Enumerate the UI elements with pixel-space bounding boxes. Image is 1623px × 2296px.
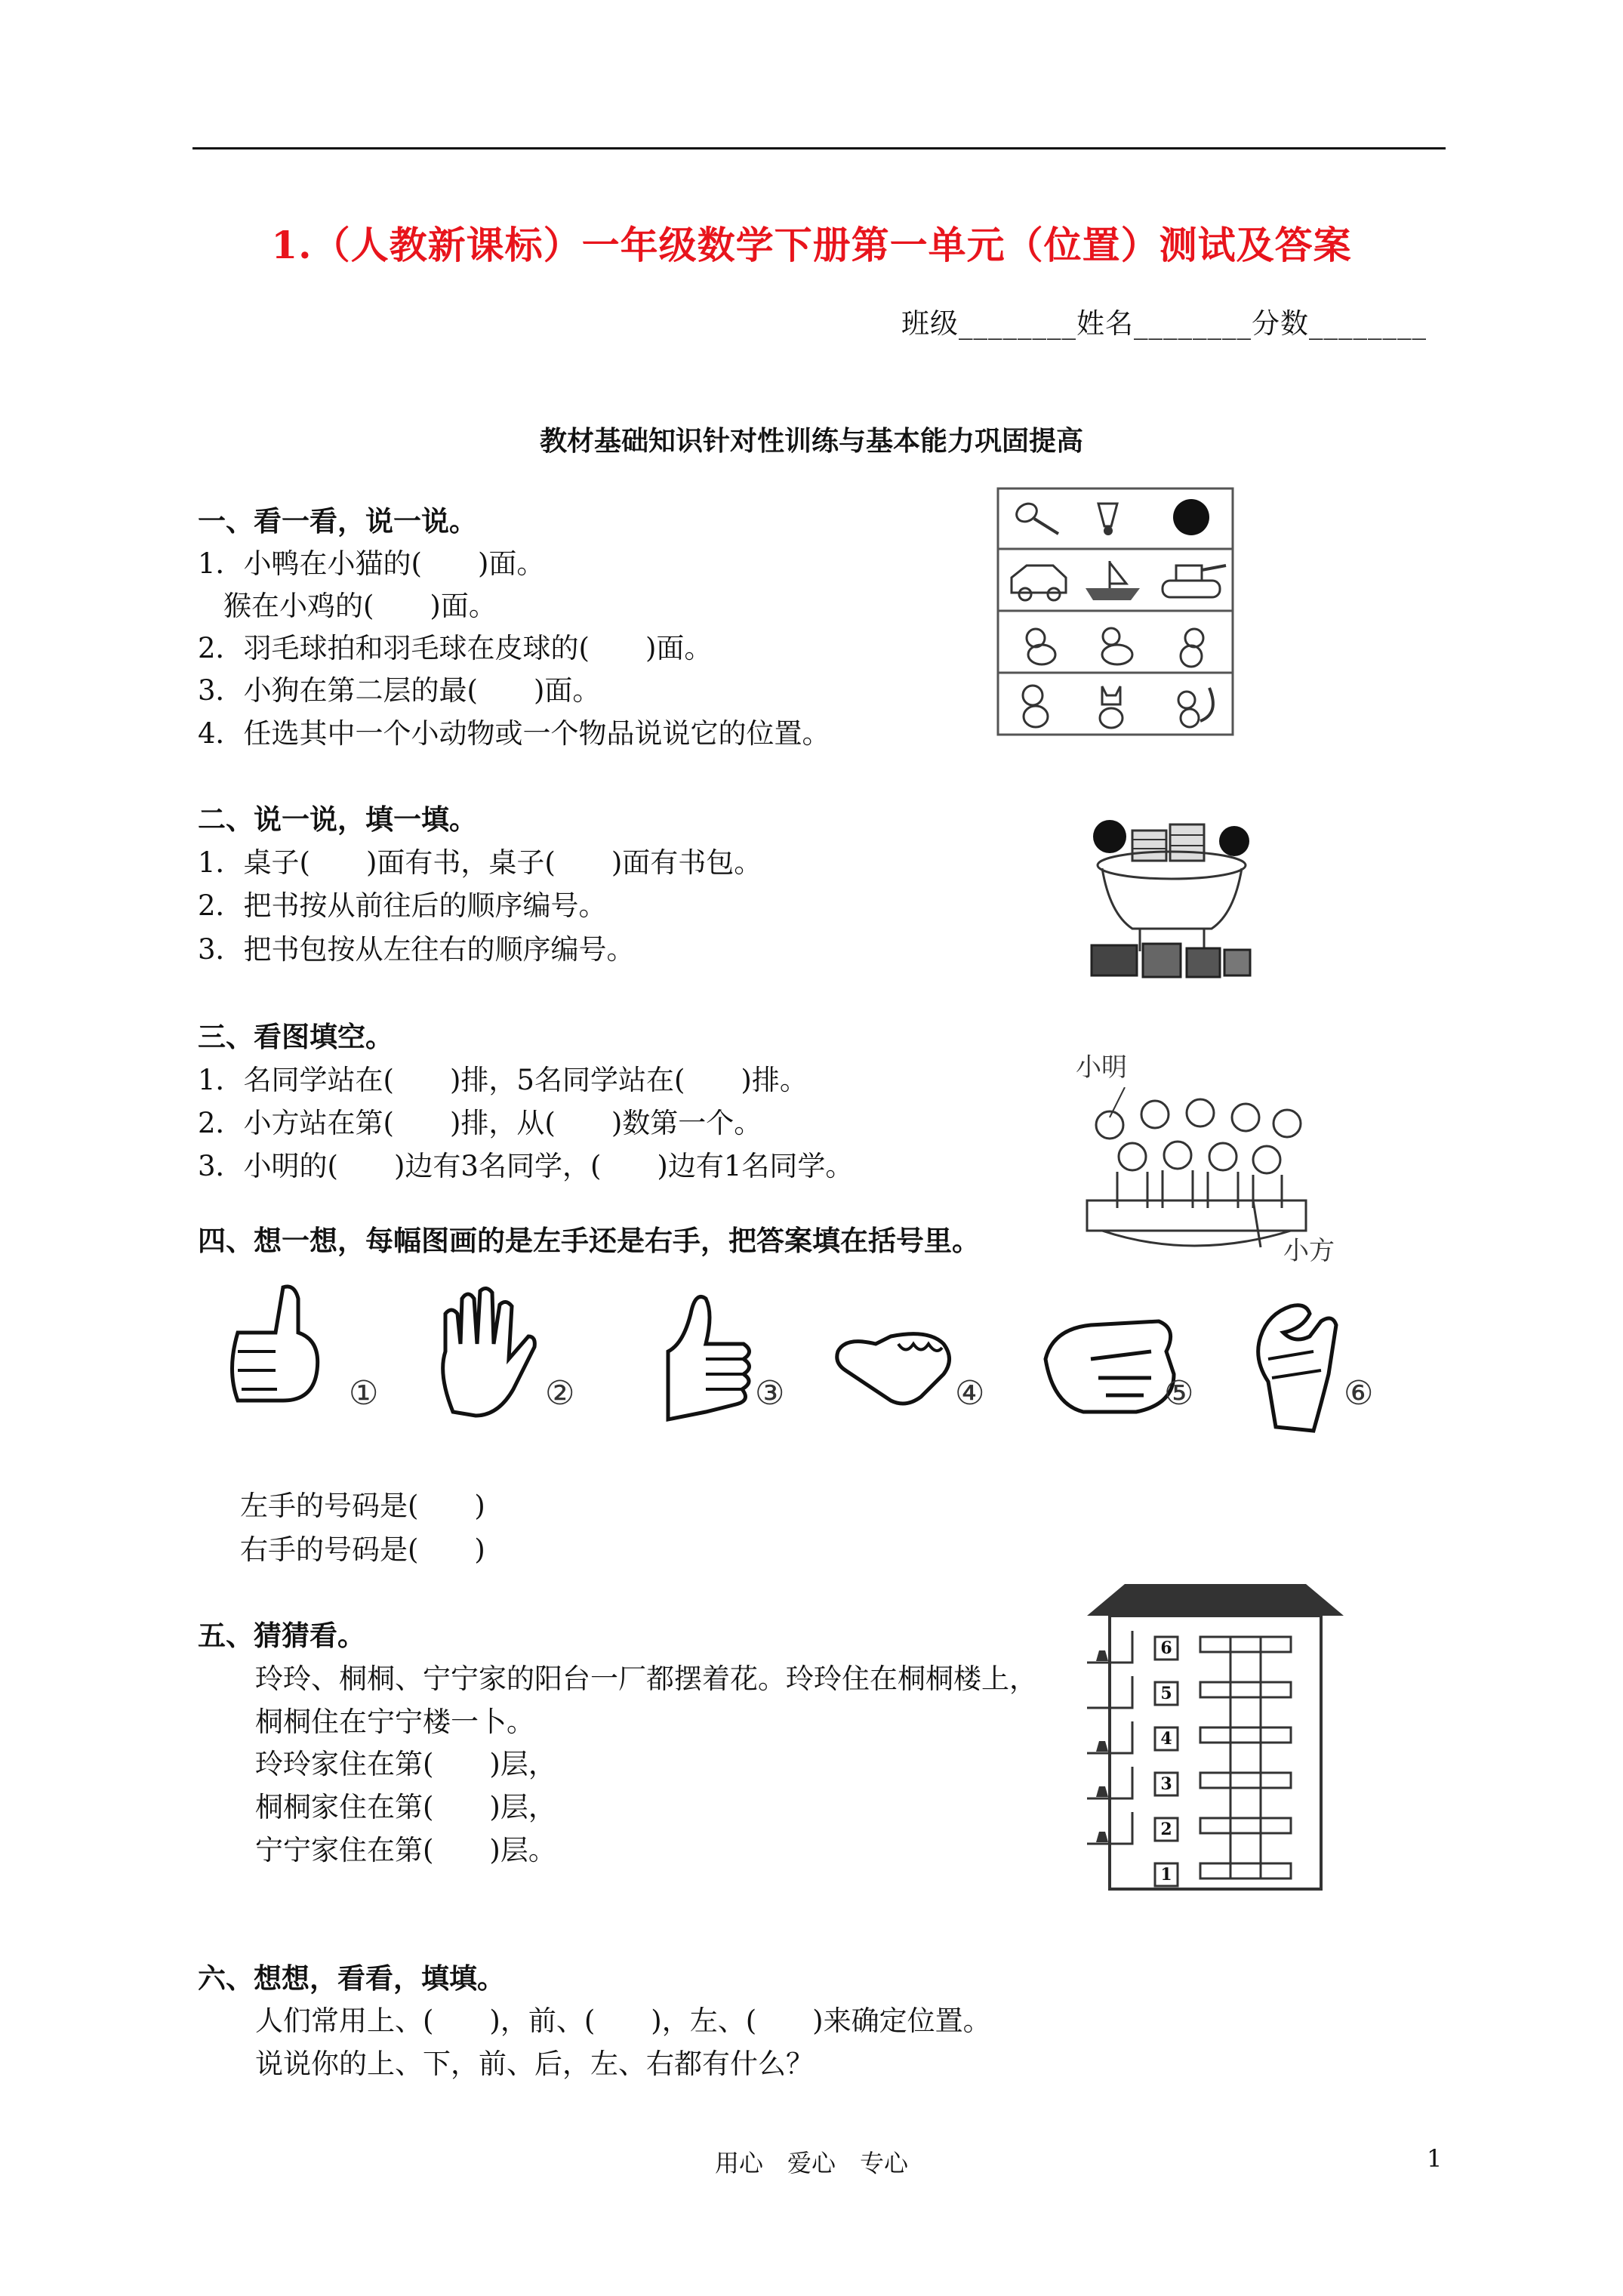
section2-heading: 二、说一说，填一填。 <box>198 803 477 836</box>
floor-4-number: 4 <box>1160 1729 1172 1749</box>
tank-icon <box>1163 566 1226 597</box>
hand-label-4: ④ <box>955 1374 985 1413</box>
table-books-picture <box>1087 815 1257 989</box>
squirrel-icon <box>1178 688 1213 727</box>
hand-label-5: ⑤ <box>1164 1374 1194 1413</box>
floor-2-number: 2 <box>1160 1820 1172 1839</box>
hand-2-icon <box>430 1284 544 1427</box>
right-hand-answer: 右手的号码是( ) <box>240 1533 485 1566</box>
monkey-icon <box>1023 686 1048 727</box>
label-xiaofang: 小方 <box>1283 1236 1335 1266</box>
section1-line-2: 猴在小鸡的( )面。 <box>223 590 497 622</box>
section3-line-1: 1．名同学站在( )排，5名同学站在( )排。 <box>198 1064 808 1096</box>
section5-line-5: 宁宁家住在第( )层。 <box>255 1834 556 1866</box>
section3-line-2: 2．小方站在第( )排，从( )数第一个。 <box>198 1107 762 1139</box>
chicken-icon <box>1027 629 1055 664</box>
car-icon <box>1012 566 1066 600</box>
boat-icon <box>1086 561 1140 600</box>
racket-icon <box>1013 500 1058 534</box>
page-title: 1.（人教新课标）一年级数学下册第一单元（位置）测试及答案 <box>271 223 1352 267</box>
section2-line-2: 2．把书按从前往后的顺序编号。 <box>198 889 607 922</box>
left-hand-answer: 左手的号码是( ) <box>240 1490 485 1522</box>
students-group <box>1087 1099 1306 1247</box>
cat-icon <box>1100 686 1123 728</box>
section3-line-3: 3．小明的( )边有3名同学，( )边有1名同学。 <box>198 1150 854 1182</box>
hand-label-3: ③ <box>755 1374 785 1413</box>
floor-1-number: 1 <box>1160 1865 1172 1885</box>
shuttlecock-icon <box>1098 504 1117 535</box>
flower-pot-icon <box>1096 1650 1108 1842</box>
section1-line-5: 4．任选其中一个小动物或一个物品说说它的位置。 <box>198 717 830 750</box>
hand-3-icon <box>645 1284 759 1427</box>
books-icon <box>1132 824 1204 861</box>
building-picture <box>1079 1578 1351 1895</box>
section6-line-2: 说说你的上、下，前、后，左、右都有什么？ <box>255 2048 814 2080</box>
page-footer: 用心 爱心 专心 <box>714 2149 908 2177</box>
section2-line-3: 3．把书包按从左往右的顺序编号。 <box>198 933 635 966</box>
section1-line-3: 2．羽毛球拍和羽毛球在皮球的( )面。 <box>198 632 713 664</box>
floor-5-number: 5 <box>1160 1684 1172 1703</box>
hand-4-icon <box>830 1314 966 1419</box>
position-grid-picture <box>996 487 1234 736</box>
top-rule <box>192 147 1446 149</box>
section1-line-4: 3．小狗在第二层的最( )面。 <box>198 674 601 707</box>
section4-heading: 四、想一想，每幅图画的是左手还是右手，把答案填在括号里。 <box>198 1224 980 1257</box>
hand-label-1: ① <box>349 1374 379 1413</box>
page-number: 1 <box>1427 2144 1443 2173</box>
ball-icon <box>1219 826 1249 856</box>
section2-line-1: 1．桌子( )面有书，桌子( )面有书包。 <box>198 846 762 879</box>
students-picture <box>1079 1087 1313 1253</box>
section5-heading: 五、猜猜看。 <box>198 1619 365 1652</box>
ball-icon <box>1093 820 1126 853</box>
subtitle: 教材基础知识针对性训练与基本能力巩固提高 <box>539 425 1083 457</box>
section1-line-1: 1．小鸭在小猫的( )面。 <box>198 547 545 580</box>
bird-icon <box>1181 629 1203 667</box>
floor-6-number: 6 <box>1160 1638 1172 1658</box>
section6-heading: 六、想想，看看，填填。 <box>198 1962 505 1995</box>
floor-3-number: 3 <box>1160 1774 1172 1794</box>
hand-1-icon <box>223 1280 359 1423</box>
section5-line-4: 桐桐家住在第( )层， <box>255 1791 556 1823</box>
label-xiaoming: 小明 <box>1076 1052 1127 1083</box>
hand-label-2: ② <box>545 1374 575 1413</box>
duck-icon <box>1102 628 1132 664</box>
schoolbag-icon <box>1092 944 1250 977</box>
hand-6-icon <box>1238 1291 1351 1435</box>
student-info-line: 班级________姓名________分数________ <box>901 307 1427 340</box>
section5-line-2: 桐桐住在宁宁楼一卜。 <box>255 1706 534 1738</box>
hand-label-6: ⑥ <box>1344 1374 1374 1413</box>
section6-line-1: 人们常用上、( )，前、( )，左、( )来确定位置。 <box>255 2005 991 2037</box>
section5-line-3: 玲玲家住在第( )层， <box>255 1748 556 1780</box>
section5-line-1: 玲玲、桐桐、宁宁家的阳台一厂都摆着花。玲玲住在桐桐楼上， <box>255 1663 1037 1695</box>
ball-icon <box>1173 499 1209 535</box>
section1-heading: 一、看一看，说一说。 <box>198 504 477 538</box>
section3-heading: 三、看图填空。 <box>198 1020 393 1053</box>
